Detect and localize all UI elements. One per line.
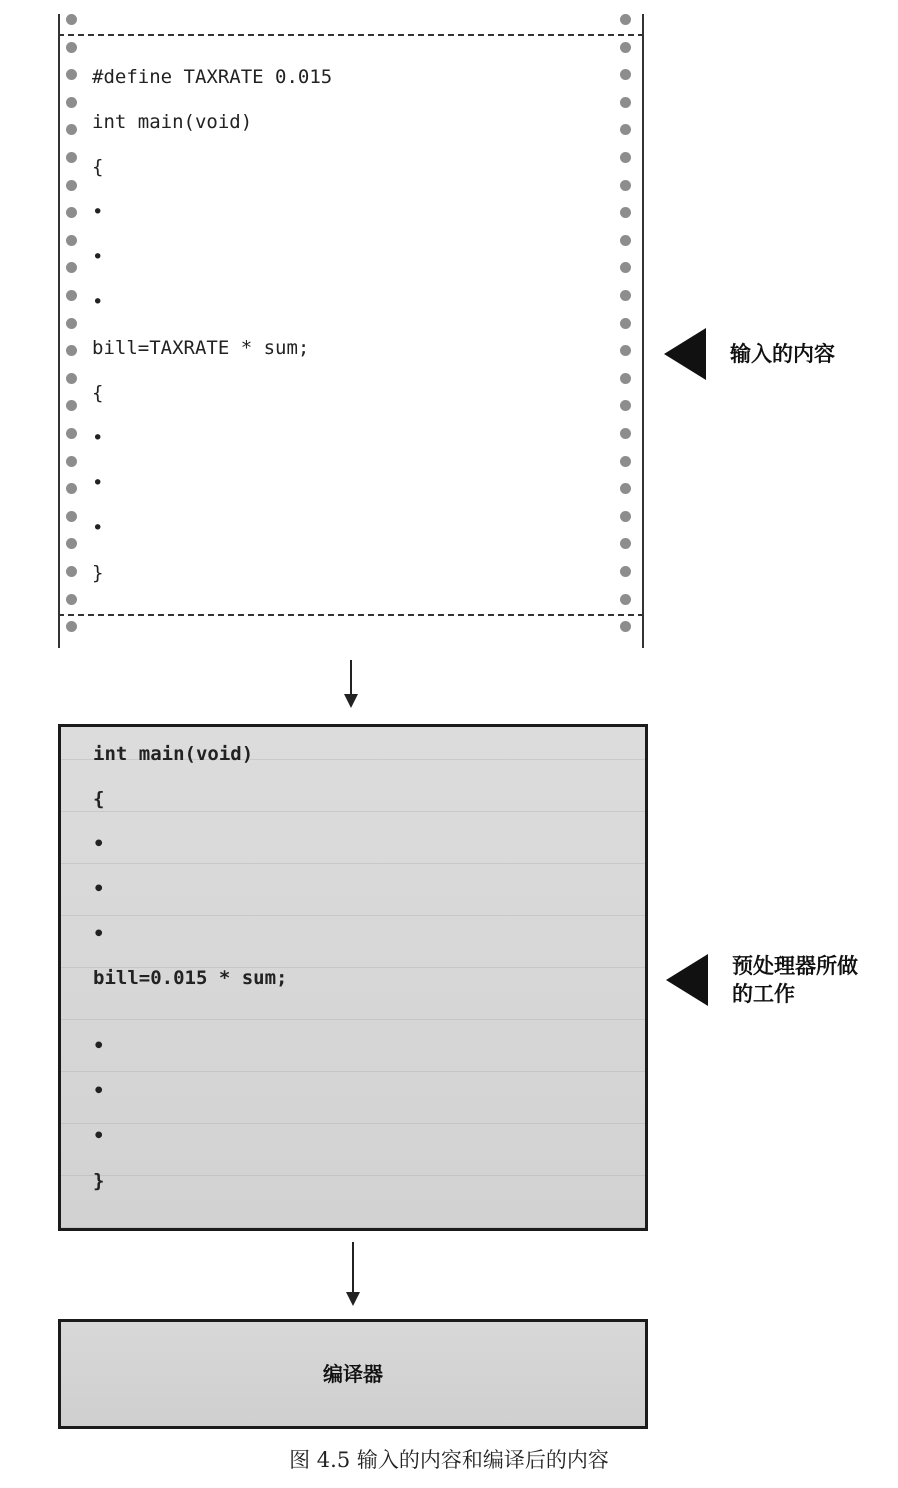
compiler-label: 编译器 <box>323 1362 383 1386</box>
input-code-line: • <box>92 472 104 494</box>
flow-arrow-shaft <box>350 660 352 696</box>
input-code-line: int main(void) <box>92 111 253 133</box>
preprocessed-code-line: • <box>93 878 105 900</box>
preprocessor-label-line2: 的工作 <box>732 982 795 1006</box>
feed-hole <box>620 538 631 549</box>
feed-hole <box>620 594 631 605</box>
paper-left-edge <box>58 14 60 648</box>
preprocessor-label-line1: 预处理器所做 <box>732 954 858 978</box>
feed-hole <box>66 235 77 246</box>
preprocessed-code-line: • <box>93 923 105 945</box>
input-code-line: • <box>92 246 104 268</box>
input-code-line: { <box>92 156 104 178</box>
feed-hole <box>66 14 77 25</box>
feed-hole <box>66 428 77 439</box>
feed-hole <box>620 566 631 577</box>
feed-hole <box>66 400 77 411</box>
feed-hole <box>66 621 77 632</box>
feed-hole <box>66 566 77 577</box>
input-code-line: • <box>92 201 104 223</box>
feed-hole <box>620 42 631 53</box>
feed-hole <box>620 235 631 246</box>
pointer-triangle-icon <box>664 328 706 380</box>
input-code-line: } <box>92 562 104 584</box>
preprocessed-code-line: { <box>93 788 105 810</box>
feed-hole <box>620 345 631 356</box>
input-code-line: { <box>92 382 104 404</box>
feed-hole <box>66 97 77 108</box>
feed-hole <box>66 207 77 218</box>
pointer-triangle-icon <box>666 954 708 1006</box>
feed-hole <box>620 69 631 80</box>
feed-hole <box>66 290 77 301</box>
preprocessed-code-line: • <box>93 1080 105 1102</box>
feed-hole <box>620 318 631 329</box>
feed-hole <box>620 152 631 163</box>
feed-hole <box>620 180 631 191</box>
preprocessed-code-line: • <box>93 833 105 855</box>
left-feed-holes <box>66 14 78 648</box>
preprocessed-code-line: bill=0.015 * sum; <box>93 967 288 989</box>
figure-caption: 图 4.5 输入的内容和编译后的内容 <box>289 1448 609 1472</box>
feed-hole <box>620 428 631 439</box>
down-arrow-icon <box>346 1292 360 1306</box>
feed-hole <box>66 538 77 549</box>
feed-hole <box>620 14 631 25</box>
right-feed-holes <box>620 14 632 648</box>
paper-top-perforation <box>58 34 644 36</box>
feed-hole <box>66 124 77 135</box>
input-code-line: bill=TAXRATE * sum; <box>92 337 310 359</box>
feed-hole <box>620 290 631 301</box>
input-code-line: • <box>92 291 104 313</box>
input-paper <box>58 14 644 648</box>
feed-hole <box>620 621 631 632</box>
paper-bottom-perforation <box>58 614 644 616</box>
feed-hole <box>66 180 77 191</box>
feed-hole <box>66 456 77 467</box>
preprocessed-box <box>58 724 648 1231</box>
down-arrow-icon <box>344 694 358 708</box>
preprocessed-code-line: int main(void) <box>93 743 254 765</box>
paper-right-edge <box>642 14 644 648</box>
preprocessed-code-line: • <box>93 1035 105 1057</box>
feed-hole <box>66 152 77 163</box>
input-code-line: • <box>92 517 104 539</box>
feed-hole <box>620 483 631 494</box>
feed-hole <box>620 373 631 384</box>
feed-hole <box>66 483 77 494</box>
feed-hole <box>66 262 77 273</box>
feed-hole <box>66 42 77 53</box>
feed-hole <box>620 207 631 218</box>
feed-hole <box>620 400 631 411</box>
feed-hole <box>66 511 77 522</box>
feed-hole <box>620 262 631 273</box>
feed-hole <box>620 456 631 467</box>
feed-hole <box>66 69 77 80</box>
compiler-box <box>58 1319 648 1429</box>
flow-arrow-shaft <box>352 1242 354 1294</box>
preprocessed-code-line: • <box>93 1125 105 1147</box>
feed-hole <box>66 373 77 384</box>
feed-hole <box>66 594 77 605</box>
feed-hole <box>66 345 77 356</box>
feed-hole <box>620 124 631 135</box>
feed-hole <box>620 511 631 522</box>
feed-hole <box>66 318 77 329</box>
input-code-line: • <box>92 427 104 449</box>
input-code-line: #define TAXRATE 0.015 <box>92 66 333 88</box>
preprocessed-code-line: } <box>93 1170 105 1192</box>
input-label: 输入的内容 <box>730 342 835 366</box>
feed-hole <box>620 97 631 108</box>
